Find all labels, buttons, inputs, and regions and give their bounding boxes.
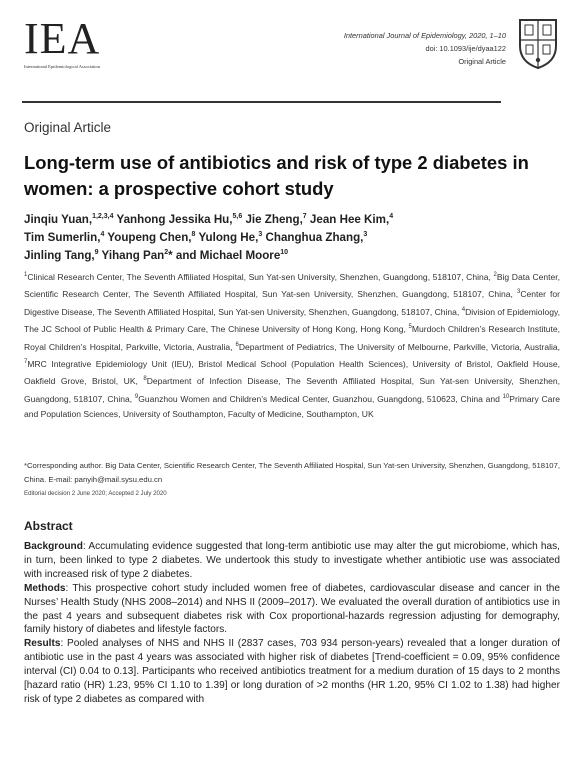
methods-text: : This prospective cohort study included women free of diabetes, cardiovascular disease and cancer in the Nurses’ Health Study (NHS 2008–2014) and NHS II (2009–2017). We evaluated the overall duration of antibiotics use in the past 4 years and subsequent diabetes risk with Cox proportional-hazards regression adjusting for demography, family history of diabetes and lifestyle factors.: [24, 582, 560, 636]
corresponding-author: *Corresponding author. Big Data Center, Scientific Research Center, The Seventh Affiliated Hospital, Sun Yat-sen University, Shenzhen, Guangdong, 518107, China. E-mail: panyih@mail.sysu.edu.cn: [24, 461, 560, 484]
logo-subtitle: International Epidemiological Association: [24, 64, 100, 69]
author-name: Yanhong Jessika Hu,: [113, 212, 233, 226]
abstract-heading: Abstract: [24, 519, 73, 533]
author-affiliation-marker: 10: [280, 248, 289, 256]
header-rule: [22, 101, 501, 103]
affiliation-marker: 10: [502, 393, 510, 400]
affiliation-text: Center for Digestive Disease, The Seventh Affiliated Hospital, Sun Yat-sen University, Shenzhen, Guangdong, 518107, China,: [24, 289, 560, 317]
doi: doi: 10.1093/ije/dyaa122: [425, 44, 506, 53]
author-name: Yulong He,: [195, 230, 259, 244]
background-label: Background: [24, 541, 83, 552]
affiliation-marker: 5: [408, 324, 412, 331]
author-name: Jean Hee Kim,: [306, 212, 390, 226]
author-list: [24, 209, 564, 263]
article-title: Long-term use of antibiotics and risk of type 2 diabetes in women: a prospective cohort study: [24, 152, 529, 199]
logo-text: IEA: [24, 14, 101, 63]
author-name: Youpeng Chen,: [104, 230, 192, 244]
article-type: Original Article: [458, 57, 506, 66]
author-name: Tim Sumerlin,: [24, 230, 101, 244]
iea-logo: [24, 14, 174, 74]
abstract-background: [24, 540, 560, 582]
author-affiliation-marker: 1,2,3,4: [92, 213, 114, 220]
abstract-methods: [24, 582, 560, 638]
author-affiliation-marker: 4: [389, 213, 394, 220]
author-affiliation-marker: 5,6: [232, 213, 243, 220]
author-name: Yihang Pan: [98, 248, 165, 262]
affiliation-marker: 3: [516, 289, 521, 296]
affiliation-marker: 1: [24, 272, 28, 278]
affiliation-text: Clinical Research Center, The Seventh Affiliated Hospital, Sun Yat-sen University, Shenzhen, Guangdong, 518107, China,: [27, 271, 494, 282]
affiliation-text: Big Data Center, Scientific Research Center, The Seventh Affiliated Hospital, Sun Yat-sen University, Shenzhen, Guangdong, 518107, China,: [24, 271, 560, 300]
journal-citation: International Journal of Epidemiology, 2020, 1–10: [343, 31, 506, 40]
author-name: Jinqiu Yuan,: [24, 212, 93, 226]
affiliation-text: MRC Integrative Epidemiology Unit (IEU), Bristol Medical School (Population Health Sciences), University of Bristol, Oakfield House, Oakfield Grove, Bristol, UK,: [24, 358, 560, 387]
results-text: : Pooled analyses of NHS and NHS II (2837 cases, 703 934 person-years) revealed that a longer duration of antibiotic use in the past 4 years was associated with higher risk of diabetes [Trend-coefficient = 0.09, 95% confidence interval (CI) 0.04 to 0.13]. Participants who received antibiotics treatment for a medium duration of 15 days to 2 months [hazard ratio (HR) 1.23, 95% CI 1.10 to 1.39] or long duration of >2 months (HR 1.20, 95% CI 1.02 to 1.38) had higher risk of type 2 diabetes as compared with: [24, 638, 560, 705]
affiliation-marker: 2: [493, 272, 497, 278]
abstract-body: [24, 540, 560, 707]
affiliation-marker: 8: [143, 376, 147, 383]
oxford-seal-icon: [516, 16, 560, 70]
section-label: Original Article: [24, 120, 112, 135]
author-affiliation-marker: 7: [302, 213, 307, 220]
affiliation-text: Murdoch Children’s Research Institute, Royal Children’s Hospital, Parkville, Victoria, Australia,: [24, 324, 560, 352]
abstract-results: [24, 637, 560, 707]
author-affiliation-marker: 3: [363, 230, 368, 238]
background-text: : Accumulating evidence suggested that long-term antibiotic use may alter the gut microbiome, which has, in turn, been linked to type 2 diabetes. We undertook this study to investigate whether antibiotic use was associated with increased risk of type 2 diabetes.: [24, 541, 560, 580]
affiliation-text: Division of Epidemiology, The JC School of Public Health & Primary Care, The Chinese University of Hong Kong, Hong Kong,: [24, 306, 560, 335]
affiliation-text: Primary Care and Population Sciences, University of Southampton, Faculty of Medicine, Southampton, UK: [24, 393, 561, 420]
affiliations: [24, 268, 560, 423]
affiliation-marker: 4: [461, 306, 466, 313]
methods-label: Methods: [24, 582, 66, 594]
results-label: Results: [24, 638, 61, 650]
author-affiliation-marker: 8: [191, 230, 196, 238]
affiliation-text: Department of Infection Disease, The Seventh Affiliated Hospital, Sun Yat-sen University, Shenzhen, Guangdong, 518107, China,: [24, 376, 561, 404]
affiliation-marker: 6: [235, 341, 239, 348]
author-name: Changhua Zhang,: [262, 230, 364, 244]
journal-info: [344, 29, 506, 68]
author-name: Jie Zheng,: [242, 212, 303, 226]
author-affiliation-marker: 3: [258, 230, 263, 238]
affiliation-marker: 9: [134, 393, 139, 400]
author-name: Jinling Tang,: [24, 248, 95, 262]
editorial-dates: Editorial decision 2 June 2020; Accepted 2 July 2020: [24, 490, 167, 497]
affiliation-text: Department of Pediatrics, The University of Melbourne, Parkville, Victoria, Australia,: [238, 341, 560, 352]
affiliation-text: Guanzhou Women and Children’s Medical Center, Guanzhou, Guangdong, 510623, China and: [138, 393, 503, 404]
author-name: * and Michael Moore: [168, 248, 281, 262]
author-affiliation-marker: 4: [100, 230, 105, 238]
author-affiliation-marker: 9: [94, 248, 99, 256]
affiliation-marker: 7: [24, 358, 28, 365]
author-affiliation-marker: 2: [164, 248, 169, 256]
